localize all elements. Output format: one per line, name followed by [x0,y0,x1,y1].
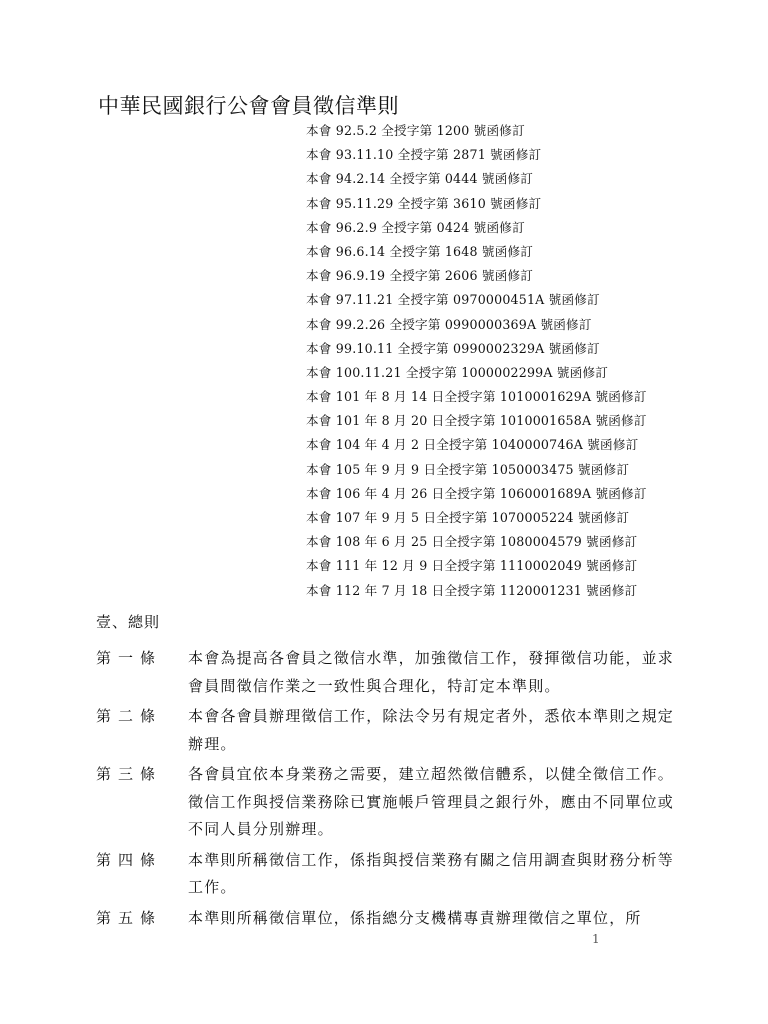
amendment-history-list [306,119,746,603]
amendment-entry: 本會 101 年 8 月 20 日全授字第 1010001658A 號函修訂 [306,413,647,429]
amendment-entry: 本會 96.2.9 全授字第 0424 號函修訂 [306,219,525,235]
article-label: 第一條 [96,649,163,667]
amendment-entry: 本會 100.11.21 全授字第 1000002299A 號函修訂 [306,364,609,380]
amendment-entry: 本會 93.11.10 全授字第 2871 號函修訂 [306,147,542,163]
article-text: 各會員宜依本身業務之需要，建立超然徵信體系，以健全徵信工作。徵信工作與授信業務除已實施帳戶管理員之銀行外，應由不同單位或不同人員分別辦理。 [188,765,675,838]
amendment-entry: 本會 99.2.26 全授字第 0990000369A 號函修訂 [306,316,592,332]
article-label: 第二條 [96,707,163,725]
amendment-entry: 本會 104 年 4 月 2 日全授字第 1040000746A 號函修訂 [306,437,639,453]
amendment-entry: 本會 92.5.2 全授字第 1200 號函修訂 [306,123,525,138]
article-label: 第四條 [96,850,163,869]
article-4 [0,847,768,905]
amendment-entry: 本會 96.6.14 全授字第 1648 號函修訂 [306,243,534,259]
article-5 [0,905,768,936]
amendment-entry: 本會 101 年 8 月 14 日全授字第 1010001629A 號函修訂 [306,389,647,405]
amendment-entry: 本會 108 年 6 月 25 日全授字第 1080004579 號函修訂 [306,534,638,550]
article-3 [0,761,768,847]
amendment-entry: 本會 112 年 7 月 18 日全授字第 1120001231 號函修訂 [306,582,638,598]
amendment-entry: 本會 95.11.29 全授字第 3610 號函修訂 [306,195,542,211]
article-label: 第三條 [96,765,163,783]
amendment-entry: 本會 96.9.19 全授字第 2606 號函修訂 [306,268,534,284]
article-label: 第五條 [96,908,163,927]
amendment-entry: 本會 111 年 12 月 9 日全授字第 1110002049 號函修訂 [306,558,638,574]
amendment-entry: 本會 99.10.11 全授字第 0990002329A 號函修訂 [306,340,600,356]
amendment-entry: 本會 107 年 9 月 5 日全授字第 1070005224 號函修訂 [306,510,630,525]
article-1 [0,645,768,703]
document-title: 中華民國銀行公會會員徵信準則 [98,94,399,118]
article-text: 本會為提高各會員之徵信水準，加強徵信工作，發揮徵信功能，並求會員間徵信作業之一致性與合理化，特訂定本準則。 [188,649,675,695]
amendment-entry: 本會 106 年 4 月 26 日全授字第 1060001689A 號函修訂 [306,485,647,501]
amendment-entry: 本會 105 年 9 月 9 日全授字第 1050003475 號函修訂 [306,461,630,477]
article-text: 本準則所稱徵信工作，係指與授信業務有關之信用調查與財務分析等工作。 [188,850,675,896]
amendment-entry: 本會 94.2.14 全授字第 0444 號函修訂 [306,171,534,187]
page-number: 1 [592,932,600,946]
article-text: 本會各會員辦理徵信工作，除法令另有規定者外，悉依本準則之規定辦理。 [188,707,675,753]
articles-list [0,645,768,935]
article-2 [0,703,768,761]
article-text: 本準則所稱徵信單位，係指總分支機構專責辦理徵信之單位，所 [188,908,642,927]
section-heading: 壹、總則 [96,613,161,631]
amendment-entry: 本會 97.11.21 全授字第 0970000451A 號函修訂 [306,292,600,308]
